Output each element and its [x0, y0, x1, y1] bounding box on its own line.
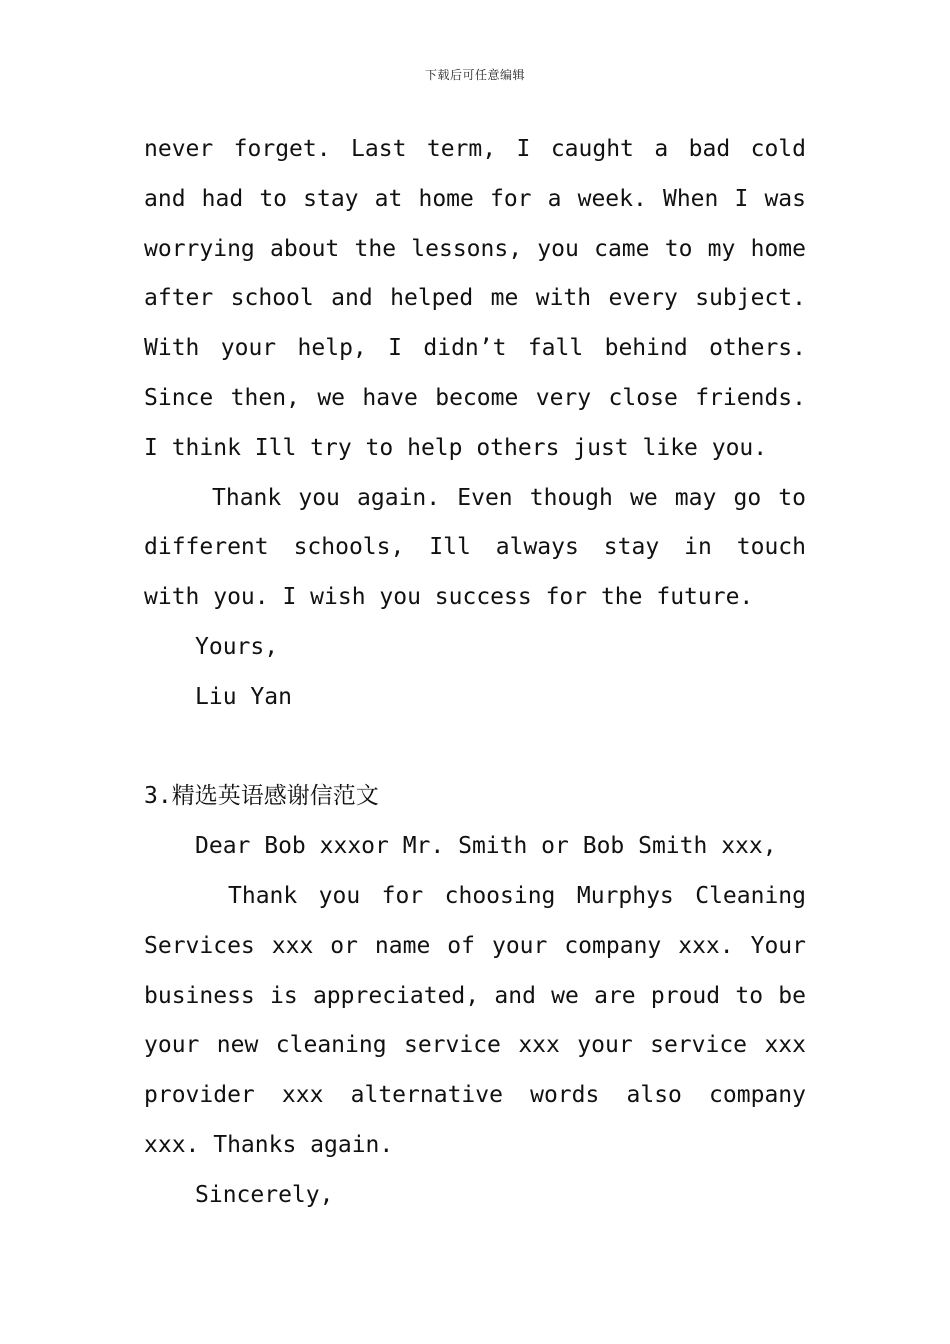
section-spacer — [144, 723, 806, 773]
section3-greeting: Dear Bob xxxor Mr. Smith or Bob Smith xxx, — [195, 833, 777, 860]
document-body — [144, 125, 806, 1221]
letter2-paragraph-2: Thank you again. Even though we may go to different schools, Ill always stay in touch with you. I wish you success for the future. — [144, 484, 806, 611]
section3-title: 3.精选英语感谢信范文 — [144, 783, 379, 810]
section3-body: Thank you for choosing Murphys Cleaning Services xxx or name of your company xxx. Your business is appreciated, and we are proud to be your new cleaning service xxx your service xxx provider xxx alternative words also company xxx. Thanks again. — [144, 882, 806, 1158]
letter2-paragraph-1: never forget. Last term, I caught a bad cold and had to stay at home for a week. When I was worrying about the lessons, you came to my home after school and helped me with every subject. With your help, I didn’t fall behind others. Since then, we have become very close friends. I think Ill try to help others just like you. — [144, 136, 806, 461]
page-header: 下载后可任意编辑 — [424, 68, 525, 82]
letter2-closing: Yours, — [195, 633, 279, 660]
section3-closing: Sincerely, — [195, 1181, 334, 1208]
letter2-signature: Liu Yan — [195, 683, 292, 710]
